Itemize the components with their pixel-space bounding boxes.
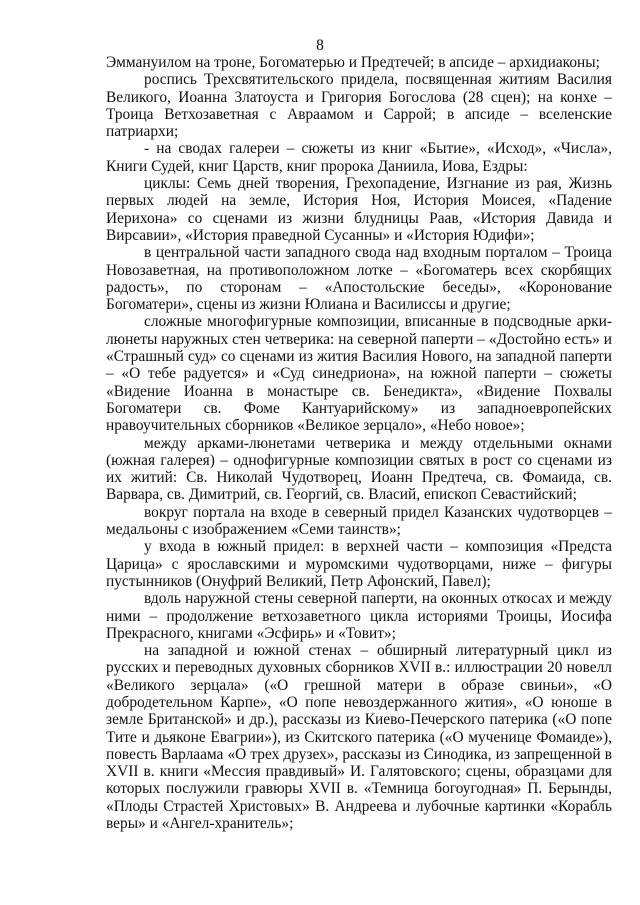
paragraph: в центральной части западного свода над входным порталом – Троица Новозаветная, на противоположном лотке – «Богоматерь всех скорбящих радость», по сторонам – «Апостольские беседы», «Коронование Богоматери», сцены из жизни Юлиана и Василиссы и другие; [106, 244, 612, 314]
paragraph: циклы: Семь дней творения, Грехопадение, Изгнание из рая, Жизнь первых людей на земле, История Ноя, История Моисея, «Падение Иерихона» со сценами из жизни блудницы Раав, «История Давида и Вирсавии», «История праведной Сусанны» и «История Юдифи»; [106, 175, 612, 244]
paragraph: - на сводах галереи – сюжеты из книг «Бытие», «Исход», «Числа», Книги Судей, книг Царств, книг пророка Даниила, Иова, Ездры: [106, 140, 612, 175]
paragraph: вдоль наружной стены северной паперти, на оконных откосах и между ними – продолжение ветхозаветного цикла историями Троицы, Иосифа Прекрасного, книгами «Эсфирь» и «Товит»; [106, 590, 612, 642]
paragraph: между арками-люнетами четверика и между отдельными окнами (южная галерея) – однофигурные композиции святых в рост со сценами из их житий: Св. Николай Чудотворец, Иоанн Предтеча, св. Фомаида, св. Варвара, св. Димитрий, св. Георгий, св. Власий, епископ Севастийский; [106, 434, 612, 504]
paragraph: вокруг портала на входе в северный придел Казанских чудотворцев – медальоны с изображением «Семи таинств»; [106, 503, 612, 539]
paragraph: Эммануилом на троне, Богоматерью и Предтечей; в апсиде – архидиаконы; [106, 54, 600, 71]
body-text [106, 54, 612, 832]
paragraph: роспись Трехсвятительского придела, посвященная житиям Василия Великого, Иоанна Златоуста и Григория Богослова (28 сцен); на конхе – Троица Ветхозаветная с Авраамом и Саррой; в апсиде – вселенские патриархи; [106, 71, 612, 141]
page-number: 8 [316, 37, 324, 54]
paragraph: на западной и южной стенах – обширный литературный цикл из русских и переводных духовных сборников XVII в.: иллюстрации 20 новелл «Великого зерцала» («О грешной матери в образе свиньи», «О добродетельном Карпе», «О попе невоздержанного жития», «О юноше в земле Британской» и др.), рассказы из Киево-Печерского патерика («О попе Тите и дьяконе Евагрии»), из Скитского патерика («О мученице Фомаиде»), повесть Варлаама «О трех друзех», рассказы из Синодика, из запрещенной в XVII в. книги «Мессия правдивый» И. Галятовского; сцены, образцами для которых послужили гравюры XVII в. «Темница богоугодная» П. Берынды, «Плоды Страстей Христовых» В. Андреева и лубочные картинки «Корабль веры» и «Ангел-хранитель»; [106, 642, 612, 833]
paragraph: у входа в южный придел: в верхней части – композиция «Предста Царица» с ярославскими и муромскими чудотворцами, ниже – фигуры пустынников (Онуфрий Великий, Петр Афонский, Павел); [106, 538, 612, 590]
paragraph: сложные многофигурные композиции, вписанные в подсводные арки-люнеты наружных стен четверика: на северной паперти – «Достойно есть» и «Страшный суд» со сценами из жития Василия Нового, на западной паперти – «О тебе радуется» и «Суд синедриона», на южной паперти – сюжеты «Видение Иоанна в монастыре св. Бенедикта», «Видение Похвалы Богоматери св. Фоме Кантуарийскому» из западноевропейских нравоучительных сборников «Великое зерцало», «Небо новое»; [106, 313, 612, 435]
